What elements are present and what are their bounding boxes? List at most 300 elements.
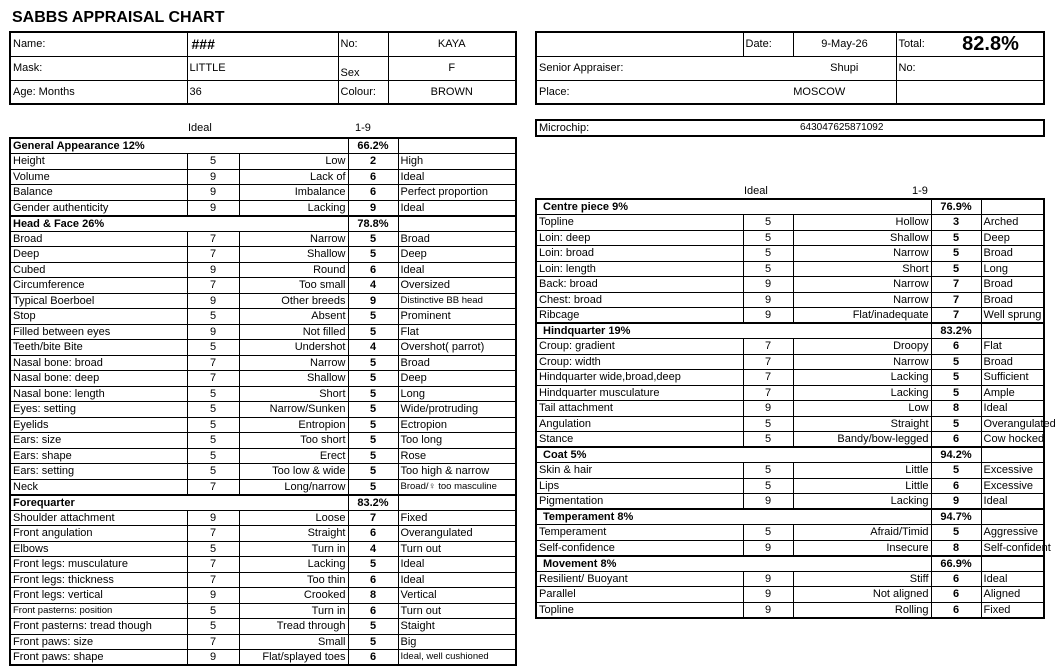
table-row xyxy=(536,401,1044,417)
trait-name: Hindquarter musculature xyxy=(536,385,743,401)
section-title: Centre piece 9% xyxy=(536,199,931,215)
table-row xyxy=(10,355,516,371)
trait-name: Ribcage xyxy=(536,308,743,324)
ideal-value: 5 xyxy=(743,463,793,479)
ideal-value: 5 xyxy=(187,402,239,418)
senior-appraiser-value: Shupi xyxy=(793,56,896,80)
table-row xyxy=(10,541,516,557)
ideal-value: 9 xyxy=(743,602,793,618)
ideal-value: 5 xyxy=(187,386,239,402)
section-score: 76.9% xyxy=(931,199,981,215)
mask-value: LITTLE xyxy=(187,56,338,80)
high-descriptor: Fixed xyxy=(398,510,516,526)
high-descriptor: Overshot( parrot) xyxy=(398,340,516,356)
ideal-value: 7 xyxy=(187,355,239,371)
score-value: 6 xyxy=(348,185,398,201)
table-row xyxy=(10,262,516,278)
place-label: Place: xyxy=(536,80,743,104)
section-title: Hindquarter 19% xyxy=(536,323,931,339)
high-descriptor: Broad xyxy=(398,231,516,247)
left-scoring-table xyxy=(9,137,517,666)
ideal-value: 5 xyxy=(187,309,239,325)
trait-name: Loin: length xyxy=(536,261,743,277)
trait-name: Parallel xyxy=(536,587,743,603)
high-descriptor: Flat xyxy=(981,339,1044,355)
low-descriptor: Little xyxy=(793,478,931,494)
score-value: 6 xyxy=(931,432,981,448)
section-spacer xyxy=(981,447,1044,463)
trait-name: Nasal bone: length xyxy=(10,386,187,402)
low-descriptor: Crooked xyxy=(239,588,348,604)
section-score: 66.2% xyxy=(348,138,398,154)
score-value: 7 xyxy=(931,308,981,324)
ideal-value: 9 xyxy=(187,588,239,604)
score-value: 5 xyxy=(931,463,981,479)
high-descriptor: Deep xyxy=(981,230,1044,246)
section-spacer xyxy=(398,495,516,511)
ideal-value: 7 xyxy=(187,479,239,495)
table-row xyxy=(10,603,516,619)
low-descriptor: Turn in xyxy=(239,603,348,619)
section-title: Coat 5% xyxy=(536,447,931,463)
low-descriptor: Low xyxy=(793,401,931,417)
low-descriptor: Narrow xyxy=(239,355,348,371)
score-value: 4 xyxy=(348,541,398,557)
high-descriptor: Broad xyxy=(981,277,1044,293)
table-row xyxy=(10,433,516,449)
appraisal-info-table xyxy=(535,31,1045,105)
table-row xyxy=(10,417,516,433)
trait-name: Ears: shape xyxy=(10,448,187,464)
ideal-value: 9 xyxy=(743,540,793,556)
microchip-value: 643047625871092 xyxy=(666,120,1044,136)
high-descriptor: Ideal xyxy=(981,494,1044,510)
dog-info-table xyxy=(9,31,517,105)
trait-name: Lips xyxy=(536,478,743,494)
table-row xyxy=(536,385,1044,401)
right-scoring-table xyxy=(535,198,1056,619)
score-value: 5 xyxy=(348,619,398,635)
high-descriptor: Turn out xyxy=(398,541,516,557)
low-descriptor: Hollow xyxy=(793,215,931,231)
high-descriptor: Vertical xyxy=(398,588,516,604)
score-value: 6 xyxy=(931,571,981,587)
right-ideal-heading: Ideal xyxy=(744,185,768,197)
ideal-value: 5 xyxy=(743,416,793,432)
score-value: 5 xyxy=(348,324,398,340)
low-descriptor: Narrow xyxy=(793,246,931,262)
trait-name: Elbows xyxy=(10,541,187,557)
trait-name: Skin & hair xyxy=(536,463,743,479)
low-descriptor: Afraid/Timid xyxy=(793,525,931,541)
no-label: No: xyxy=(338,32,388,56)
score-value: 5 xyxy=(348,309,398,325)
no-value: KAYA xyxy=(388,32,516,56)
ideal-value: 5 xyxy=(187,603,239,619)
trait-name: Height xyxy=(10,154,187,170)
low-descriptor: Narrow/Sunken xyxy=(239,402,348,418)
ideal-value: 5 xyxy=(743,261,793,277)
high-descriptor: Cow hocked xyxy=(981,432,1044,448)
ideal-value: 7 xyxy=(187,371,239,387)
table-row xyxy=(536,370,1044,386)
high-descriptor: Ideal xyxy=(981,401,1044,417)
ideal-value: 9 xyxy=(187,169,239,185)
trait-name: Front legs: vertical xyxy=(10,588,187,604)
high-descriptor: Ideal xyxy=(398,557,516,573)
high-descriptor: Flat xyxy=(398,324,516,340)
ideal-value: 5 xyxy=(187,154,239,170)
trait-name: Broad xyxy=(10,231,187,247)
section-title: General Appearance 12% xyxy=(10,138,348,154)
high-descriptor: Arched xyxy=(981,215,1044,231)
trait-name: Front legs: musculature xyxy=(10,557,187,573)
low-descriptor: Narrow xyxy=(239,231,348,247)
high-descriptor: Too high & narrow xyxy=(398,464,516,480)
section-spacer xyxy=(981,509,1044,525)
section-spacer xyxy=(981,556,1044,572)
score-value: 7 xyxy=(348,510,398,526)
table-row xyxy=(10,371,516,387)
high-descriptor: Ample xyxy=(981,385,1044,401)
low-descriptor: Flat/inadequate xyxy=(793,308,931,324)
table-row xyxy=(10,588,516,604)
low-descriptor: Low xyxy=(239,154,348,170)
table-row xyxy=(10,634,516,650)
ideal-value: 9 xyxy=(743,308,793,324)
left-ideal-heading: Ideal xyxy=(188,122,212,134)
colour-value: BROWN xyxy=(388,80,516,104)
ideal-value: 7 xyxy=(187,572,239,588)
ideal-value: 9 xyxy=(743,494,793,510)
low-descriptor: Long/narrow xyxy=(239,479,348,495)
table-row xyxy=(536,525,1044,541)
score-value: 5 xyxy=(931,246,981,262)
low-descriptor: Turn in xyxy=(239,541,348,557)
low-descriptor: Shallow xyxy=(239,371,348,387)
high-descriptor: Big xyxy=(398,634,516,650)
trait-name: Croup: gradient xyxy=(536,339,743,355)
score-value: 5 xyxy=(348,371,398,387)
low-descriptor: Lacking xyxy=(239,557,348,573)
high-descriptor: Well sprung xyxy=(981,308,1044,324)
section-score: 94.2% xyxy=(931,447,981,463)
score-value: 5 xyxy=(348,634,398,650)
ideal-value: 9 xyxy=(187,262,239,278)
right-section-row xyxy=(536,509,1044,525)
score-value: 6 xyxy=(348,572,398,588)
high-descriptor: Aligned xyxy=(981,587,1044,603)
high-descriptor: Deep xyxy=(398,247,516,263)
ideal-value: 5 xyxy=(187,433,239,449)
table-row xyxy=(10,448,516,464)
table-row xyxy=(10,169,516,185)
low-descriptor: Lacking xyxy=(793,385,931,401)
ideal-value: 9 xyxy=(743,571,793,587)
ideal-value: 7 xyxy=(187,278,239,294)
trait-name: Temperament xyxy=(536,525,743,541)
high-descriptor: Broad xyxy=(981,354,1044,370)
score-value: 5 xyxy=(931,370,981,386)
blank-cell xyxy=(536,32,743,56)
score-value: 5 xyxy=(348,417,398,433)
score-value: 8 xyxy=(348,588,398,604)
high-descriptor: Excessive xyxy=(981,463,1044,479)
trait-name: Front legs: thickness xyxy=(10,572,187,588)
trait-name: Front angulation xyxy=(10,526,187,542)
high-descriptor: Distinctive BB head xyxy=(398,293,516,309)
high-descriptor: Self-confident xyxy=(981,540,1044,556)
score-value: 7 xyxy=(931,277,981,293)
low-descriptor: Rolling xyxy=(793,602,931,618)
trait-name: Cubed xyxy=(10,262,187,278)
trait-name: Stop xyxy=(10,309,187,325)
score-value: 5 xyxy=(931,385,981,401)
sex-label: Sex xyxy=(338,56,388,80)
trait-name: Deep xyxy=(10,247,187,263)
trait-name: Chest: broad xyxy=(536,292,743,308)
table-row xyxy=(10,464,516,480)
right-section-row xyxy=(536,447,1044,463)
ideal-value: 9 xyxy=(743,277,793,293)
low-descriptor: Lacking xyxy=(793,494,931,510)
high-descriptor: Deep xyxy=(398,371,516,387)
high-descriptor: Too long xyxy=(398,433,516,449)
trait-name: Topline xyxy=(536,602,743,618)
trait-name: Resilient/ Buoyant xyxy=(536,571,743,587)
trait-name: Front pasterns: position xyxy=(10,603,187,619)
table-row xyxy=(536,246,1044,262)
page-title: SABBS APPRAISAL CHART xyxy=(12,9,225,26)
ideal-value: 9 xyxy=(743,401,793,417)
high-descriptor: Ideal xyxy=(398,200,516,216)
low-descriptor: Narrow xyxy=(793,277,931,293)
high-descriptor: Broad xyxy=(398,355,516,371)
section-spacer xyxy=(398,216,516,232)
table-row xyxy=(536,571,1044,587)
high-descriptor: Ectropion xyxy=(398,417,516,433)
trait-name: Teeth/bite Bite xyxy=(10,340,187,356)
high-descriptor: Fixed xyxy=(981,602,1044,618)
section-score: 94.7% xyxy=(931,509,981,525)
high-descriptor: High xyxy=(398,154,516,170)
table-row xyxy=(10,324,516,340)
trait-name: Balance xyxy=(10,185,187,201)
right-section-row xyxy=(536,199,1044,215)
trait-name: Loin: broad xyxy=(536,246,743,262)
high-descriptor: Excessive xyxy=(981,478,1044,494)
section-title: Head & Face 26% xyxy=(10,216,348,232)
table-row xyxy=(10,479,516,495)
score-value: 6 xyxy=(931,339,981,355)
table-row xyxy=(10,200,516,216)
low-descriptor: Entropion xyxy=(239,417,348,433)
ideal-value: 7 xyxy=(187,247,239,263)
score-value: 4 xyxy=(348,278,398,294)
ideal-value: 9 xyxy=(187,510,239,526)
ideal-value: 5 xyxy=(187,417,239,433)
trait-name: Topline xyxy=(536,215,743,231)
high-descriptor: Broad/♀ too masculine xyxy=(398,479,516,495)
table-row xyxy=(10,340,516,356)
low-descriptor: Short xyxy=(793,261,931,277)
low-descriptor: Small xyxy=(239,634,348,650)
low-descriptor: Other breeds xyxy=(239,293,348,309)
high-descriptor: Ideal xyxy=(981,571,1044,587)
ideal-value: 7 xyxy=(187,231,239,247)
high-descriptor: Staight xyxy=(398,619,516,635)
left-section-row xyxy=(10,495,516,511)
microchip-label: Microchip: xyxy=(536,120,666,136)
name-value: ### xyxy=(187,32,338,56)
ideal-value: 5 xyxy=(187,340,239,356)
right-scale-heading: 1-9 xyxy=(912,185,928,197)
ideal-value: 9 xyxy=(743,292,793,308)
score-value: 5 xyxy=(348,402,398,418)
score-value: 9 xyxy=(348,293,398,309)
section-spacer xyxy=(981,323,1044,339)
score-value: 6 xyxy=(931,587,981,603)
score-value: 5 xyxy=(931,354,981,370)
table-row xyxy=(536,354,1044,370)
section-score: 78.8% xyxy=(348,216,398,232)
score-value: 5 xyxy=(348,231,398,247)
low-descriptor: Stiff xyxy=(793,571,931,587)
score-value: 5 xyxy=(348,433,398,449)
low-descriptor: Absent xyxy=(239,309,348,325)
low-descriptor: Loose xyxy=(239,510,348,526)
ideal-value: 9 xyxy=(187,324,239,340)
sex-value: F xyxy=(388,56,516,80)
score-value: 6 xyxy=(348,169,398,185)
score-value: 8 xyxy=(931,401,981,417)
section-title: Forequarter xyxy=(10,495,348,511)
table-row xyxy=(10,293,516,309)
score-value: 8 xyxy=(931,540,981,556)
table-row xyxy=(536,587,1044,603)
low-descriptor: Undershot xyxy=(239,340,348,356)
trait-name: Eyes: setting xyxy=(10,402,187,418)
score-value: 5 xyxy=(348,448,398,464)
ideal-value: 9 xyxy=(187,185,239,201)
table-row xyxy=(10,619,516,635)
microchip-table xyxy=(535,119,1045,137)
total-value: 82.8% xyxy=(938,32,1044,56)
trait-name: Back: broad xyxy=(536,277,743,293)
table-row xyxy=(10,247,516,263)
score-value: 6 xyxy=(931,602,981,618)
score-value: 5 xyxy=(931,416,981,432)
score-value: 5 xyxy=(348,464,398,480)
trait-name: Front paws: shape xyxy=(10,650,187,666)
low-descriptor: Not filled xyxy=(239,324,348,340)
low-descriptor: Too small xyxy=(239,278,348,294)
low-descriptor: Flat/splayed toes xyxy=(239,650,348,666)
table-row xyxy=(536,602,1044,618)
table-row xyxy=(536,540,1044,556)
low-descriptor: Imbalance xyxy=(239,185,348,201)
low-descriptor: Little xyxy=(793,463,931,479)
section-score: 83.2% xyxy=(348,495,398,511)
table-row xyxy=(536,494,1044,510)
high-descriptor: Rose xyxy=(398,448,516,464)
score-value: 6 xyxy=(348,262,398,278)
section-spacer xyxy=(981,199,1044,215)
trait-name: Circumference xyxy=(10,278,187,294)
trait-name: Eyelids xyxy=(10,417,187,433)
high-descriptor: Broad xyxy=(981,292,1044,308)
score-value: 5 xyxy=(348,557,398,573)
low-descriptor: Short xyxy=(239,386,348,402)
table-row xyxy=(10,402,516,418)
low-descriptor: Lack of xyxy=(239,169,348,185)
place-extra-cell xyxy=(896,80,1044,104)
high-descriptor: Sufficient xyxy=(981,370,1044,386)
table-row xyxy=(10,154,516,170)
ideal-value: 7 xyxy=(187,526,239,542)
low-descriptor: Bandy/bow-legged xyxy=(793,432,931,448)
table-row xyxy=(10,309,516,325)
total-label: Total: xyxy=(896,32,938,56)
date-value: 9-May-26 xyxy=(793,32,896,56)
trait-name: Gender authenticity xyxy=(10,200,187,216)
high-descriptor: Long xyxy=(398,386,516,402)
high-descriptor: Ideal xyxy=(398,262,516,278)
score-value: 5 xyxy=(348,355,398,371)
high-descriptor: Ideal, well cushioned xyxy=(398,650,516,666)
table-row xyxy=(10,278,516,294)
trait-name: Hindquarter wide,broad,deep xyxy=(536,370,743,386)
score-value: 9 xyxy=(348,200,398,216)
trait-name: Ears: size xyxy=(10,433,187,449)
score-value: 6 xyxy=(348,650,398,666)
high-descriptor: Aggressive xyxy=(981,525,1044,541)
trait-name: Stance xyxy=(536,432,743,448)
low-descriptor: Too low & wide xyxy=(239,464,348,480)
low-descriptor: Too short xyxy=(239,433,348,449)
high-descriptor: Overangulated xyxy=(981,416,1044,432)
score-value: 2 xyxy=(348,154,398,170)
low-descriptor: Insecure xyxy=(793,540,931,556)
trait-name: Front pasterns: tread though xyxy=(10,619,187,635)
high-descriptor: Perfect proportion xyxy=(398,185,516,201)
section-title: Temperament 8% xyxy=(536,509,931,525)
score-value: 5 xyxy=(931,525,981,541)
score-value: 7 xyxy=(931,292,981,308)
table-row xyxy=(536,308,1044,324)
trait-name: Ears: setting xyxy=(10,464,187,480)
left-section-row xyxy=(10,138,516,154)
score-value: 4 xyxy=(348,340,398,356)
ideal-value: 5 xyxy=(187,619,239,635)
table-row xyxy=(536,230,1044,246)
trait-name: Angulation xyxy=(536,416,743,432)
no2-label: No: xyxy=(896,56,1044,80)
high-descriptor: Ideal xyxy=(398,169,516,185)
date-label: Date: xyxy=(743,32,793,56)
table-row xyxy=(10,231,516,247)
table-row xyxy=(536,261,1044,277)
table-row xyxy=(10,572,516,588)
score-value: 5 xyxy=(931,230,981,246)
table-row xyxy=(536,478,1044,494)
high-descriptor: Turn out xyxy=(398,603,516,619)
high-descriptor: Prominent xyxy=(398,309,516,325)
ideal-value: 5 xyxy=(743,215,793,231)
trait-name: Nasal bone: broad xyxy=(10,355,187,371)
ideal-value: 5 xyxy=(743,525,793,541)
ideal-value: 7 xyxy=(743,339,793,355)
